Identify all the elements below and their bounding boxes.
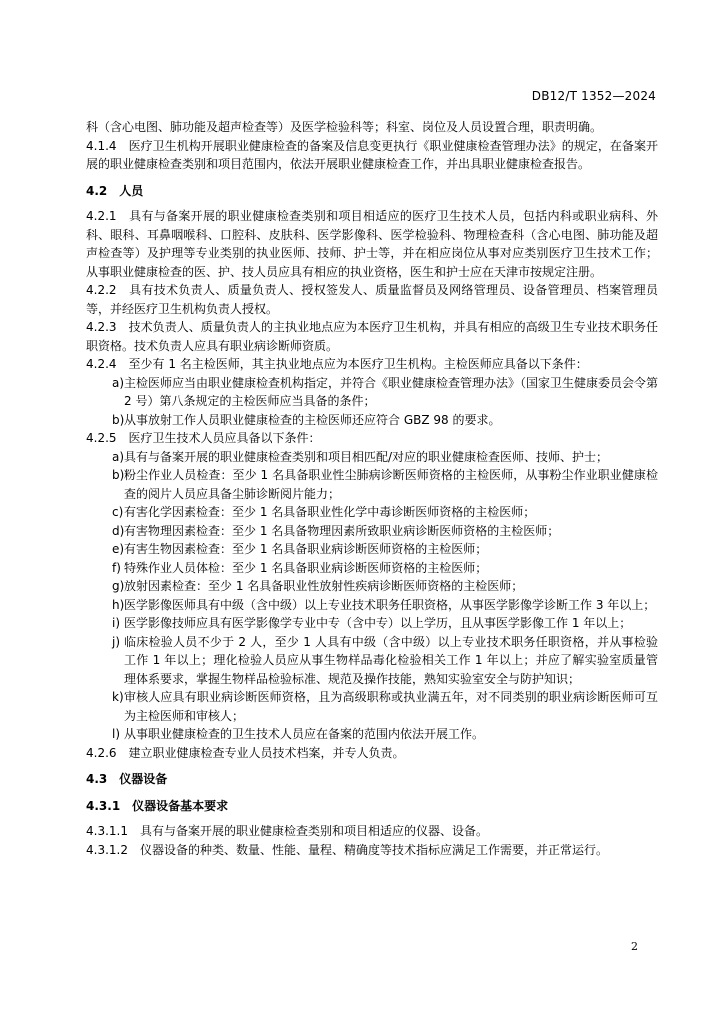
clause-4-2-4: 4.2.4 至少有 1 名主检医师，其主执业地点应为本医疗卫生机构。主检医师应具备以下条件： bbox=[86, 357, 588, 371]
clause-4-2-3: 4.2.3 技术负责人、质量负责人的主执业地点应为本医疗卫生机构，并具有相应的高级卫生专业技术职务任职资格。技术负责人应具有职业病诊断师资质。 bbox=[86, 320, 658, 353]
list-item-label: i) bbox=[112, 616, 121, 630]
list-item bbox=[86, 466, 658, 503]
section-heading-4-3: 4.3 仪器设备 bbox=[86, 772, 168, 786]
list-item bbox=[86, 374, 658, 411]
paragraph-continuation: 科（含心电图、肺功能及超声检查等）及医学检验科等；科室、岗位及人员设置合理，职责明确。 bbox=[86, 120, 603, 134]
list-item bbox=[86, 559, 658, 578]
subsection-heading-4-3-1: 4.3.1 仪器设备基本要求 bbox=[86, 798, 229, 813]
clause-4-3-1-2: 4.3.1.2 仪器设备的种类、数量、性能、量程、精确度等技术指标应满足工作需要，并正常运行。 bbox=[86, 842, 608, 857]
list-item-label: a) bbox=[112, 449, 125, 464]
list-item bbox=[86, 725, 658, 744]
list-item bbox=[86, 411, 658, 430]
list-item bbox=[86, 596, 658, 615]
list-item-text: 从事职业健康检查的卫生技术人员应在备案的范围内依法开展工作。 bbox=[124, 727, 485, 741]
list-item bbox=[86, 577, 658, 596]
document-body bbox=[86, 118, 658, 859]
clause-4-2-1: 4.2.1 具有与备案开展的职业健康检查类别和项目相适应的医疗卫生技术人员，包括内科或职业病科、外科、眼科、耳鼻咽喉科、口腔科、皮肤科、医学影像科、医学检验科、物理检查科（含心电图、肺功能及超声检查等）及护理等专业类别的执业医师、技师、护士等，并在相应岗位从事对应类别医疗卫生技术工作；从事职业健康检查的医、护、技人员应具有相应的执业资格，医生和护士应在天津市按规定注册。 bbox=[86, 209, 658, 279]
document-code: DB12/T 1352—2024 bbox=[531, 89, 656, 103]
clause-4-1-4: 4.1.4 医疗卫生机构开展职业健康检查的备案及信息变更执行《职业健康检查管理办法》的规定，在备案开展的职业健康检查类别和项目范围内，依法开展职业健康检查工作，并出具职业健康检查报告。 bbox=[86, 138, 658, 171]
clause-4-3-1-1: 4.3.1.1 具有与备案开展的职业健康检查类别和项目相适应的仪器、设备。 bbox=[86, 824, 488, 838]
list-item-text: 具有与备案开展的职业健康检查类别和项目相匹配/对应的职业健康检查医师、技师、护士； bbox=[124, 449, 609, 464]
list-item-text: 医学影像技师应具有医学影像学专业中专（含中专）以上学历，且从事医学影像工作 1 年以上； bbox=[124, 616, 632, 630]
list-item-text: 粉尘作业人员检查：至少 1 名具备职业性尘肺病诊断医师资格的主检医师，从事粉尘作业职业健康检查的阅片人员应具备尘肺诊断阅片能力； bbox=[124, 468, 658, 501]
list-item-label: f) bbox=[112, 560, 121, 575]
list-item-label: c) bbox=[112, 505, 124, 519]
list-item-text: 有害化学因素检查：至少 1 名具备职业性化学中毒诊断医师资格的主检医师； bbox=[124, 505, 536, 519]
list-item-text: 有害生物因素检查：至少 1 名具备职业病诊断医师资格的主检医师； bbox=[124, 542, 488, 556]
list-item-label: l) bbox=[112, 727, 121, 741]
list-item-text: 特殊作业人员体检：至少 1 名具备职业病诊断医师资格的主检医师； bbox=[124, 560, 488, 575]
list-item-label: j) bbox=[112, 634, 121, 649]
list-item-label: d) bbox=[112, 523, 125, 538]
list-item bbox=[86, 448, 658, 467]
list-item-label: g) bbox=[112, 579, 125, 593]
list-item-label: k) bbox=[112, 690, 124, 704]
list-item-text: 医学影像医师具有中级（含中级）以上专业技术职务任职资格，从事医学影像学诊断工作 3 年以上； bbox=[124, 597, 656, 612]
list-item-label: e) bbox=[112, 542, 125, 556]
list-item-text: 有害物理因素检查：至少 1 名具备物理因素所致职业病诊断医师资格的主检医师； bbox=[124, 523, 560, 538]
clause-4-2-5: 4.2.5 医疗卫生技术人员应具备以下条件： bbox=[86, 431, 321, 445]
list-item bbox=[86, 540, 658, 559]
page-number: 2 bbox=[631, 940, 638, 953]
list-item bbox=[86, 688, 658, 725]
list-item-text: 审核人应具有职业病诊断医师资格，且为高级职称或执业满五年，对不同类别的职业病诊断医师可互为主检医师和审核人； bbox=[124, 690, 658, 723]
list-item bbox=[86, 522, 658, 541]
list-item-text: 主检医师应当由职业健康检查机构指定，并符合《职业健康检查管理办法》（国家卫生健康委员会令第 2 号）第八条规定的主检医师应当具备的条件； bbox=[124, 375, 659, 408]
list-item bbox=[86, 614, 658, 633]
list-item-text: 放射因素检查：至少 1 名具备职业性放射性疾病诊断医师资格的主检医师； bbox=[124, 579, 524, 593]
list-4-2-4 bbox=[86, 374, 658, 430]
list-item-label: b) bbox=[112, 468, 125, 482]
list-item-text: 临床检验人员不少于 2 人，至少 1 人具有中级（含中级）以上专业技术职务任职资格，并从事检验工作 1 年以上；理化检验人员应从事生物样品毒化检验相关工作 1 年以上；并应了解实验室质量管理体系要求，掌握生物样品检验标准、规范及操作技能，熟知实验室安全与防护知识； bbox=[124, 634, 658, 686]
list-item bbox=[86, 503, 658, 522]
clause-4-2-2: 4.2.2 具有技术负责人、质量负责人、授权签发人、质量监督员及网络管理员、设备管理员、档案管理员等，并经医疗卫生机构负责人授权。 bbox=[86, 283, 658, 316]
section-heading-4-2: 4.2 人员 bbox=[86, 183, 144, 198]
list-4-2-5 bbox=[86, 448, 658, 744]
list-item bbox=[86, 633, 658, 689]
list-item-label: b) bbox=[112, 412, 125, 427]
clause-4-2-6: 4.2.6 建立职业健康检查专业人员技术档案，并专人负责。 bbox=[86, 745, 405, 760]
list-item-label: h) bbox=[112, 597, 125, 612]
list-item-label: a) bbox=[112, 375, 125, 390]
list-item-text: 从事放射工作人员职业健康检查的主检医师还应符合 GBZ 98 的要求。 bbox=[124, 412, 501, 427]
